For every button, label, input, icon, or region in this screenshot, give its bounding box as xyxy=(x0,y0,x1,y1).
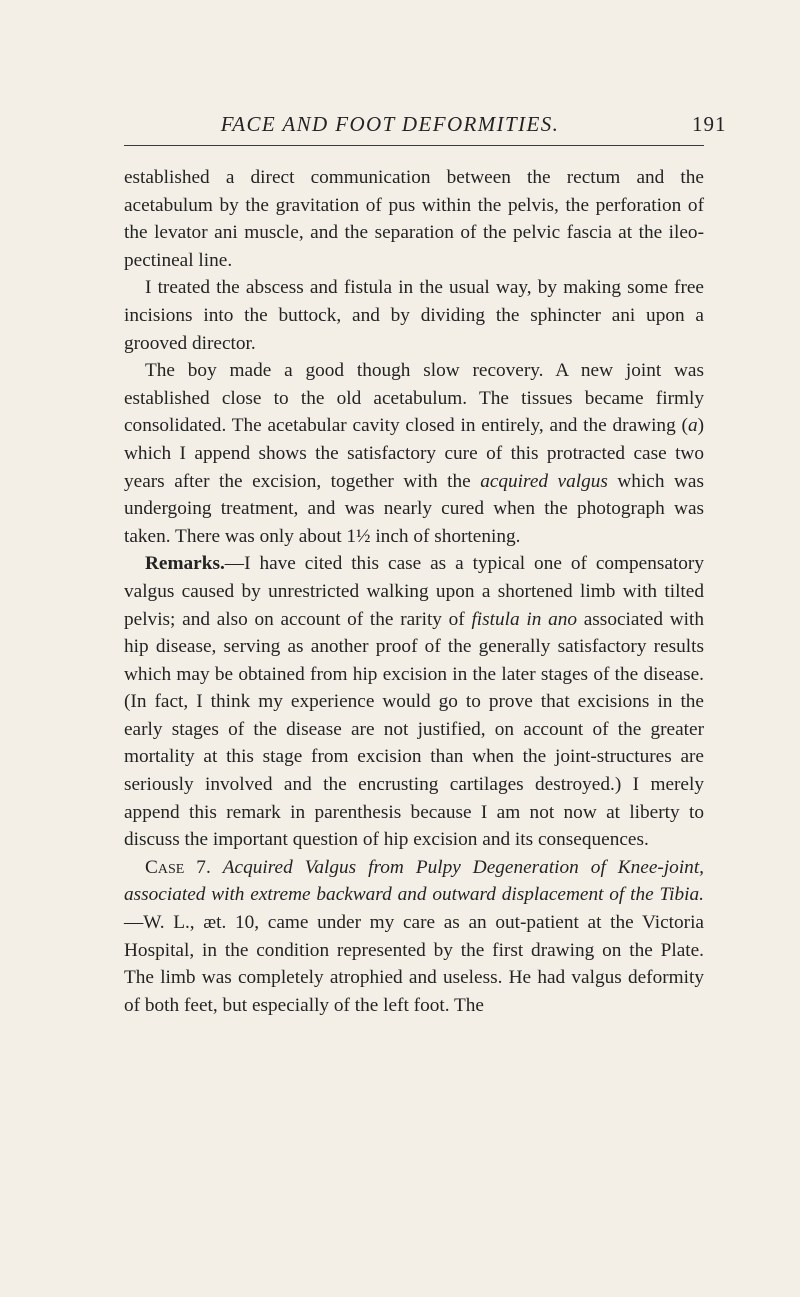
running-title: FACE AND FOOT DEFORMITIES. xyxy=(220,112,560,136)
remarks-label: Remarks. xyxy=(145,553,225,575)
page-number: 191 xyxy=(692,112,727,136)
paragraph-3: The boy made a good though slow recovery. A new joint was established close to the old acetabulum. The tissues became firmly consolidated. The acetabular cavity closed in entirely, and the drawing (a) which I append shows the satisfactory cure of this protracted case two years after the excision, together with the acquired valgus which was undergoing treatment, and was nearly cured when the photograph was taken. There was only about 1½ inch of shortening. xyxy=(124,360,704,547)
paragraph-2: I treated the abscess and fistula in the usual way, by making some free incisions into the buttock, and by dividing the sphincter ani upon a grooved director. xyxy=(124,277,704,354)
paragraph-1: established a direct communication between the rectum and the acetabulum by the gravitation of pus within the pelvis, the perforation of the levator ani muscle, and the separation of the pelvic fascia at the ileo-pectineal line. xyxy=(124,167,704,271)
figure-reference: a xyxy=(687,415,698,437)
case-title: Acquired Valgus from Pulpy Degeneration of Knee-joint, associated with extreme backward and outward displacement of the Tibia. xyxy=(124,856,704,906)
paragraph-case-7: Case 7. Acquired Valgus from Pulpy Degeneration of Knee-joint, associated with extreme backward and outward displacement of the Tibia.—W. L., æt. 10, came under my care as an out-patient at the Victoria Hospital, in the condition represented by the first drawing on the Plate. The limb was completely atrophied and useless. He had valgus deformity of both feet, but especially of the left foot. The xyxy=(124,856,704,1016)
italic-term: acquired valgus xyxy=(480,470,608,492)
fraction-value: 1½ xyxy=(346,525,371,547)
body-text xyxy=(124,164,704,1019)
paragraph-remarks: Remarks.—I have cited this case as a typical one of compensatory valgus caused by unrestricted walking upon a shortened limb with tilted pelvis; and also on account of the rarity of fistula in ano associated with hip disease, serving as another proof of the generally satisfactory results which may be obtained from hip excision in the later stages of the disease. (In fact, I think my experience would go to prove that excisions in the early stages of the disease are not justified, on account of the greater mortality at this stage from excision than when the joint-structures are seriously involved and the encrusting cartilages destroyed.) I merely append this remark in parenthesis because I am not now at liberty to discuss the important question of hip excision and its consequences. xyxy=(124,553,704,851)
header-rule xyxy=(124,145,704,146)
case-label: Case 7. xyxy=(145,856,211,878)
italic-term: fistula in ano xyxy=(471,608,578,630)
